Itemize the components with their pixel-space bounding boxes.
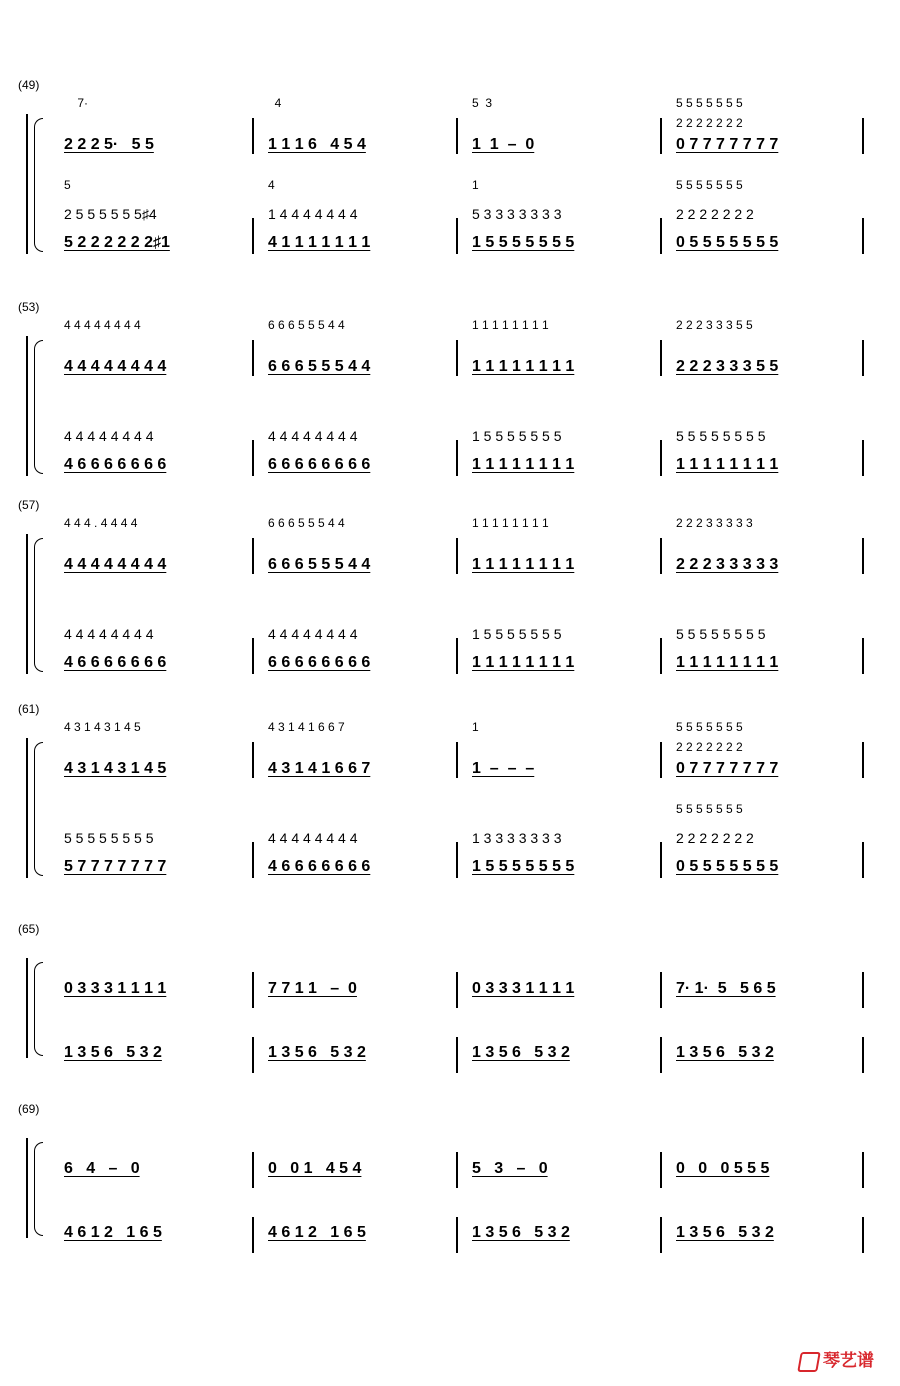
bar-line: [862, 842, 864, 878]
system-bracket: [26, 1138, 28, 1238]
notation-lower: 1 3 5 6 5 3 2: [268, 1044, 366, 1061]
notation-lower: 4 1 1 1 1 1 1 1: [268, 234, 371, 251]
notation-upper: 4 3 1 4 1 6 6 7: [268, 760, 371, 777]
notation-lower-mid: 2 5 5 5 5 5 5♯4: [64, 206, 157, 222]
bar-line: [252, 340, 254, 376]
notation-lower: 1 3 5 6 5 3 2: [472, 1044, 570, 1061]
score-system: [0, 498, 900, 688]
bar-line: [252, 842, 254, 878]
system-brace: [34, 742, 43, 876]
bar-line: [660, 440, 662, 476]
notation-lower: 1 3 5 6 5 3 2: [676, 1044, 774, 1061]
bar-line: [252, 742, 254, 778]
notation-upper-top: 7·: [64, 96, 89, 110]
bar-line: [252, 1152, 254, 1188]
notation-lower: 1 3 5 6 5 3 2: [64, 1044, 162, 1061]
bar-line: [862, 972, 864, 1008]
logo-text: 琴艺谱: [823, 1351, 874, 1371]
bar-line: [456, 218, 458, 254]
system-brace: [34, 340, 43, 474]
notation-upper-top: 4 3 1 4 3 1 4 5: [64, 720, 141, 734]
notation-lower-mid: 4 4 4 4 4 4 4 4: [268, 830, 358, 846]
notation-lower-mid: 5 5 5 5 5 5 5 5: [676, 428, 766, 444]
notation-lower: 0 5 5 5 5 5 5 5: [676, 858, 779, 875]
notation-upper-top: 5 5 5 5 5 5 5: [676, 720, 743, 734]
notation-lower: 1 1 1 1 1 1 1 1: [676, 456, 779, 473]
bar-line: [456, 842, 458, 878]
notation-lower: 4 6 6 6 6 6 6 6: [64, 654, 167, 671]
system-bracket: [26, 738, 28, 878]
notation-upper: 1 1 – 0: [472, 136, 535, 153]
site-logo: [799, 1346, 874, 1372]
notation-lower: 5 7 7 7 7 7 7 7: [64, 858, 167, 875]
notation-upper: 2 2 2 5· 5 5: [64, 136, 154, 153]
notation-upper: 6 4 – 0: [64, 1160, 140, 1177]
notation-upper: 0 0 0 5 5 5: [676, 1160, 770, 1177]
bar-line: [252, 1037, 254, 1073]
notation-lower-mid: 5 5 5 5 5 5 5 5: [64, 830, 154, 846]
notation-lower: 1 5 5 5 5 5 5 5: [472, 858, 575, 875]
score-system: [0, 1102, 900, 1252]
notation-lower-mid: 4 4 4 4 4 4 4 4: [268, 626, 358, 642]
bar-line: [862, 340, 864, 376]
bar-line: [456, 118, 458, 154]
notation-lower-mid: 1 4 4 4 4 4 4 4: [268, 206, 358, 222]
notation-lower: 6 6 6 6 6 6 6 6: [268, 654, 371, 671]
notation-upper: 6 6 6 5 5 5 4 4: [268, 358, 371, 375]
notation-lower: 5 2 2 2 2 2 2♯1: [64, 234, 170, 251]
notation-lower-mid: 4 4 4 4 4 4 4 4: [64, 428, 154, 444]
bar-line: [862, 1152, 864, 1188]
bar-line: [456, 340, 458, 376]
notation-upper-top: 4: [268, 96, 282, 110]
notation-lower-top: 4: [268, 178, 275, 192]
notation-upper: 7 7 1 1 – 0: [268, 980, 357, 997]
notation-lower-mid: 5 5 5 5 5 5 5 5: [676, 626, 766, 642]
notation-upper: 4 4 4 4 4 4 4 4: [64, 358, 167, 375]
notation-upper-top: 4 4 4 . 4 4 4 4: [64, 516, 138, 530]
notation-upper: 1 – – –: [472, 760, 535, 777]
bar-line: [660, 1152, 662, 1188]
bar-line: [456, 440, 458, 476]
notation-upper-top: 6 6 6 5 5 5 4 4: [268, 318, 345, 332]
notation-lower: 1 1 1 1 1 1 1 1: [676, 654, 779, 671]
notation-upper-top: 2 2 2 3 3 3 5 5: [676, 318, 753, 332]
bar-line: [862, 1037, 864, 1073]
bar-line: [456, 1037, 458, 1073]
notation-lower: 1 5 5 5 5 5 5 5: [472, 234, 575, 251]
bar-line: [862, 538, 864, 574]
notation-upper: 0 3 3 3 1 1 1 1: [64, 980, 167, 997]
notation-lower-top: 5 5 5 5 5 5 5: [676, 802, 743, 816]
bar-line: [456, 638, 458, 674]
logo-icon: [797, 1352, 821, 1372]
notation-lower-mid: 2 2 2 2 2 2 2: [676, 206, 754, 222]
score-system: [0, 702, 900, 892]
bar-line: [252, 118, 254, 154]
bar-line: [660, 742, 662, 778]
notation-lower-mid: 4 4 4 4 4 4 4 4: [268, 428, 358, 444]
notation-lower-top: 5 5 5 5 5 5 5: [676, 178, 743, 192]
notation-upper: 6 6 6 5 5 5 4 4: [268, 556, 371, 573]
bar-line: [252, 972, 254, 1008]
notation-upper-top: 2 2 2 3 3 3 3 3: [676, 516, 753, 530]
notation-upper: 2 2 2 3 3 3 3 3: [676, 556, 779, 573]
notation-upper: 4 4 4 4 4 4 4 4: [64, 556, 167, 573]
notation-upper-top: 4 3 1 4 1 6 6 7: [268, 720, 345, 734]
bar-line: [862, 1217, 864, 1253]
bar-line: [660, 340, 662, 376]
notation-upper: 0 7 7 7 7 7 7 7: [676, 136, 779, 153]
notation-lower: 1 1 1 1 1 1 1 1: [472, 654, 575, 671]
bar-line: [862, 638, 864, 674]
bar-line: [456, 538, 458, 574]
notation-lower: 1 1 1 1 1 1 1 1: [472, 456, 575, 473]
measure-number: (49): [18, 78, 40, 92]
notation-lower: 4 6 1 2 1 6 5: [64, 1224, 162, 1241]
notation-upper: 4 3 1 4 3 1 4 5: [64, 760, 167, 777]
bar-line: [660, 638, 662, 674]
bar-line: [862, 118, 864, 154]
notation-lower-mid: 2 2 2 2 2 2 2: [676, 830, 754, 846]
notation-upper-mid: 2 2 2 2 2 2 2: [676, 116, 743, 130]
notation-lower: 1 3 5 6 5 3 2: [472, 1224, 570, 1241]
bar-line: [660, 1217, 662, 1253]
system-bracket: [26, 114, 28, 254]
notation-upper: 0 3 3 3 1 1 1 1: [472, 980, 575, 997]
notation-upper: 2 2 2 3 3 3 5 5: [676, 358, 779, 375]
bar-line: [660, 842, 662, 878]
bar-line: [862, 218, 864, 254]
system-brace: [34, 1142, 43, 1236]
notation-lower-mid: 5 3 3 3 3 3 3 3: [472, 206, 562, 222]
notation-lower-top: 5: [64, 178, 71, 192]
bar-line: [862, 742, 864, 778]
notation-lower: 4 6 1 2 1 6 5: [268, 1224, 366, 1241]
bar-line: [660, 1037, 662, 1073]
notation-upper: 0 0 1 4 5 4: [268, 1160, 362, 1177]
notation-lower-mid: 4 4 4 4 4 4 4 4: [64, 626, 154, 642]
measure-number: (57): [18, 498, 40, 512]
measure-number: (65): [18, 922, 40, 936]
notation-upper-top: 1 1 1 1 1 1 1 1: [472, 318, 549, 332]
notation-lower: 4 6 6 6 6 6 6 6: [268, 858, 371, 875]
bar-line: [252, 538, 254, 574]
score-system: [0, 78, 900, 268]
bar-line: [456, 1152, 458, 1188]
notation-upper-top: 5 5 5 5 5 5 5: [676, 96, 743, 110]
notation-upper: 0 7 7 7 7 7 7 7: [676, 760, 779, 777]
measure-number: (61): [18, 702, 40, 716]
notation-upper-top: 4 4 4 4 4 4 4 4: [64, 318, 141, 332]
bar-line: [456, 742, 458, 778]
bar-line: [660, 538, 662, 574]
bar-line: [660, 972, 662, 1008]
bar-line: [862, 440, 864, 476]
notation-upper: 1 1 1 1 1 1 1 1: [472, 358, 575, 375]
bar-line: [252, 638, 254, 674]
notation-upper-mid: 2 2 2 2 2 2 2: [676, 740, 743, 754]
system-bracket: [26, 534, 28, 674]
score-system: [0, 300, 900, 490]
notation-upper: 1 1 1 1 1 1 1 1: [472, 556, 575, 573]
system-bracket: [26, 958, 28, 1058]
notation-lower-mid: 1 5 5 5 5 5 5 5: [472, 626, 562, 642]
notation-upper: 1 1 1 6 4 5 4: [268, 136, 366, 153]
notation-upper: 7· 1· 5 5 6 5: [676, 980, 776, 997]
system-bracket: [26, 336, 28, 476]
notation-upper-top: 5 3: [472, 96, 493, 110]
notation-upper-top: 1 1 1 1 1 1 1 1: [472, 516, 549, 530]
bar-line: [660, 218, 662, 254]
system-brace: [34, 538, 43, 672]
notation-lower-mid: 1 5 5 5 5 5 5 5: [472, 428, 562, 444]
notation-lower: 1 3 5 6 5 3 2: [676, 1224, 774, 1241]
measure-number: (69): [18, 1102, 40, 1116]
system-brace: [34, 962, 43, 1056]
bar-line: [660, 118, 662, 154]
notation-upper-top: 1: [472, 720, 479, 734]
notation-lower-top: 1: [472, 178, 479, 192]
bar-line: [456, 972, 458, 1008]
notation-upper-top: 6 6 6 5 5 5 4 4: [268, 516, 345, 530]
notation-lower: 6 6 6 6 6 6 6 6: [268, 456, 371, 473]
bar-line: [252, 440, 254, 476]
bar-line: [456, 1217, 458, 1253]
bar-line: [252, 1217, 254, 1253]
system-brace: [34, 118, 43, 252]
bar-line: [252, 218, 254, 254]
score-system: [0, 922, 900, 1072]
notation-lower: 0 5 5 5 5 5 5 5: [676, 234, 779, 251]
notation-lower-mid: 1 3 3 3 3 3 3 3: [472, 830, 562, 846]
notation-upper: 5 3 – 0: [472, 1160, 548, 1177]
notation-lower: 4 6 6 6 6 6 6 6: [64, 456, 167, 473]
measure-number: (53): [18, 300, 40, 314]
